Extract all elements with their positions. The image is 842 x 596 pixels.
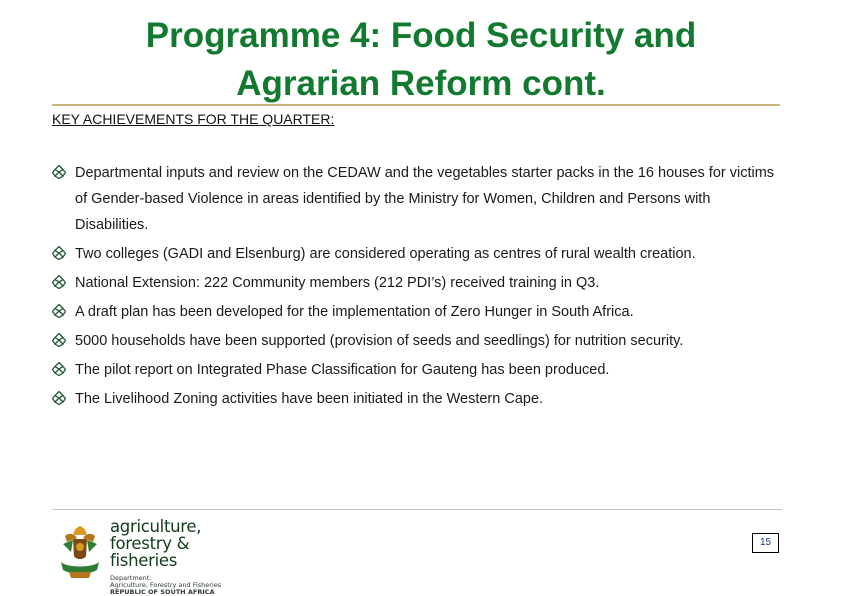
- logo-wordmark: [110, 518, 252, 596]
- bullet-text: The Livelihood Zoning activities have been initiated in the Western Cape.: [75, 391, 544, 407]
- slide-title: [0, 12, 842, 108]
- logo-subtext: [110, 575, 252, 596]
- bullet-text: Two colleges (GADI and Elsenburg) are considered operating as centres of rural wealth creation.: [75, 246, 696, 262]
- bullet-text: 5000 households have been supported (provision of seeds and seedlings) for nutrition security.: [75, 333, 684, 349]
- title-divider: [52, 104, 780, 106]
- section-heading: KEY ACHIEVEMENTS FOR THE QUARTER:: [52, 111, 335, 127]
- department-logo: [52, 517, 252, 596]
- list-item: [52, 386, 782, 412]
- list-item: [52, 299, 782, 325]
- list-item: [52, 241, 782, 267]
- slide-title-line-1: Programme 4: Food Security and: [145, 16, 697, 55]
- list-item: [52, 160, 782, 238]
- footer-divider: [52, 509, 782, 510]
- bullet-text: Departmental inputs and review on the CEDAW and the vegetables starter packs in the 16 houses for victims of Gender-based Violence in areas identified by the Ministry for Women, Children and Persons with Disabilities.: [75, 165, 775, 233]
- logo-sub-1: Department:: [110, 574, 152, 582]
- coat-of-arms-icon: [55, 522, 105, 582]
- page-number: 15: [752, 533, 779, 553]
- diamond-bullet-icon: [52, 246, 66, 260]
- bullet-text: A draft plan has been developed for the implementation of Zero Hunger in South Africa.: [75, 304, 634, 320]
- diamond-bullet-icon: [52, 362, 66, 376]
- diamond-bullet-icon: [52, 165, 66, 179]
- slide-title-line-2: Agrarian Reform cont.: [236, 64, 606, 103]
- achievements-list: [52, 160, 782, 415]
- list-item: [52, 328, 782, 354]
- diamond-bullet-icon: [52, 333, 66, 347]
- list-item: [52, 270, 782, 296]
- logo-line-2: forestry & fisheries: [110, 534, 190, 570]
- bullet-text: National Extension: 222 Community members (212 PDI’s) received training in Q3.: [75, 275, 600, 291]
- diamond-bullet-icon: [52, 304, 66, 318]
- list-item: [52, 357, 782, 383]
- bullet-text: The pilot report on Integrated Phase Classification for Gauteng has been produced.: [75, 362, 610, 378]
- logo-sub-2: Agriculture, Forestry and Fisheries: [110, 581, 222, 589]
- logo-line-1: agriculture,: [110, 517, 202, 536]
- logo-sub-3: REPUBLIC OF SOUTH AFRICA: [110, 588, 215, 596]
- diamond-bullet-icon: [52, 275, 66, 289]
- diamond-bullet-icon: [52, 391, 66, 405]
